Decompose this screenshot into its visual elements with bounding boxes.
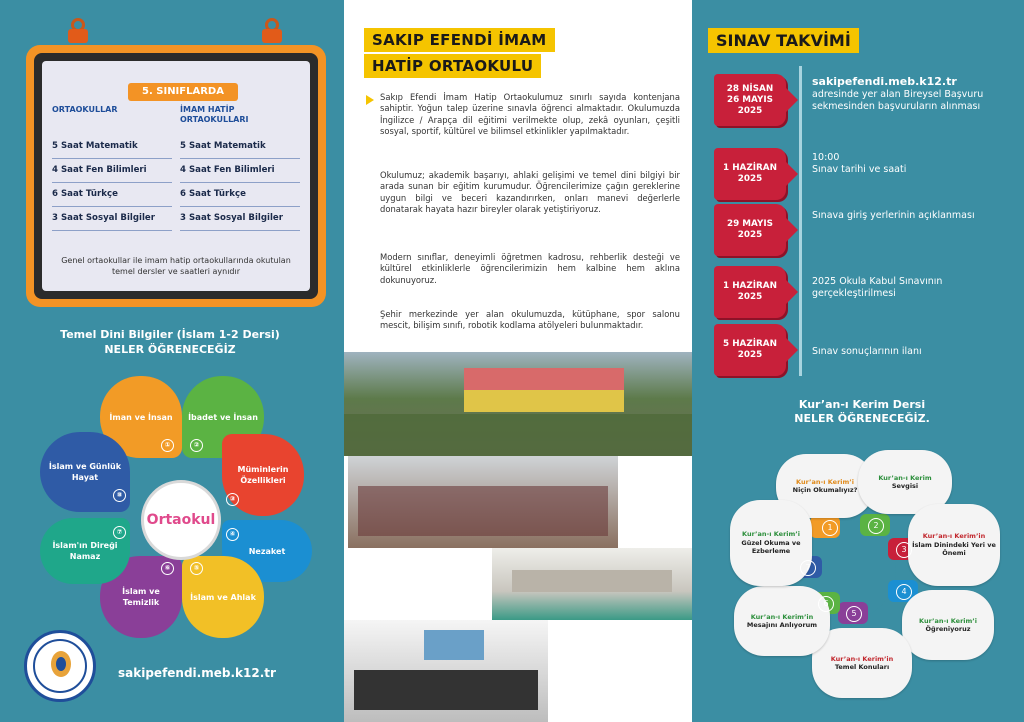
event-desc: adresinde yer alan Bireysel Başvuru sekmesinden başvuruların alınması <box>812 89 984 112</box>
date-line: 1 HAZİRAN <box>723 163 777 173</box>
petal-number: 6 <box>818 596 834 612</box>
date-ribbon <box>714 324 786 376</box>
petal-number: ② <box>190 439 203 452</box>
date-line: 2025 <box>737 230 763 240</box>
petal-number: ③ <box>226 493 239 506</box>
hall-photo <box>492 548 692 620</box>
petal-number: ⑦ <box>113 526 126 539</box>
event-desc: 10:00 Sınav tarihi ve saati <box>812 152 907 175</box>
school-title-line1: SAKIP EFENDİ İMAM <box>364 28 555 52</box>
date-line: 2025 <box>737 174 763 184</box>
subject-row: 3 Saat Sosyal Bilgiler <box>180 207 300 231</box>
petal-label: İman ve İnsan <box>109 412 173 422</box>
petal-prefix: Kur’an-ı Kerim’i <box>742 530 800 539</box>
event-desc: 2025 Okula Kabul Sınavının gerçekleştirilmesi <box>812 276 943 299</box>
right-panel <box>692 0 1024 722</box>
subject-row: 3 Saat Sosyal Bilgiler <box>52 207 172 231</box>
arrow-bullet-icon <box>366 95 374 105</box>
petal-text: Öğreniyoruz <box>925 625 971 633</box>
petal-number: 5 <box>846 606 862 622</box>
column-header: İMAM HATİP ORTAOKULLARI <box>180 105 249 124</box>
exam-calendar-title: SINAV TAKVİMİ <box>708 28 859 53</box>
date-line: 28 NİSAN <box>726 83 774 94</box>
date-ribbon <box>714 266 786 318</box>
date-ribbon <box>714 74 786 126</box>
kuran-title-line2: NELER ÖĞRENECEĞİZ. <box>794 412 930 425</box>
kuran-section-title <box>732 398 992 426</box>
school-aerial-photo <box>344 352 692 456</box>
board-note: Genel ortaokullar ile imam hatip ortaokullarında okutulan temel dersler ve saatleri aynıdır <box>61 256 291 276</box>
event-title[interactable]: sakipefendi.meb.k12.tr <box>812 75 957 88</box>
subject-row: 4 Saat Fen Bilimleri <box>52 159 172 183</box>
petal-namaz <box>40 518 130 584</box>
left-panel <box>0 0 344 722</box>
petal-label: İslam ve Günlük Hayat <box>48 462 122 482</box>
board-hook-right <box>262 18 282 48</box>
subject-row: 5 Saat Matematik <box>52 135 172 159</box>
petal-text: İslam Dinindeki Yeri ve Önemi <box>912 540 996 558</box>
middle-panel <box>344 0 692 722</box>
petal-gunluk-hayat <box>40 432 130 512</box>
petal-number: 4 <box>896 584 912 600</box>
petal-prefix: Kur’an-ı Kerim’in <box>830 654 894 663</box>
computer-lab-photo <box>344 620 548 722</box>
column-header: ORTAOKULLAR <box>52 105 118 114</box>
date-line: 2025 <box>737 105 763 116</box>
subject-row: 6 Saat Türkçe <box>180 183 300 207</box>
petal-prefix: Kur’an-ı Kerim’i <box>919 616 977 625</box>
subject-row: 6 Saat Türkçe <box>52 183 172 207</box>
petal-text: Niçin Okumalıyız? <box>792 486 858 494</box>
petal-number: 1 <box>822 520 838 536</box>
date-line: 2025 <box>737 292 763 302</box>
board-hook-left <box>68 18 88 48</box>
petal-label: İbadet ve İnsan <box>188 412 258 422</box>
kuran-petal <box>730 500 812 586</box>
flower-center: Ortaokul <box>141 480 221 560</box>
event-text <box>812 76 1012 113</box>
petal-ahlak <box>182 556 264 638</box>
date-ribbon <box>714 204 786 256</box>
date-line: 29 MAYIS <box>726 219 773 229</box>
petal-text: Mesajını Anlıyorum <box>746 621 818 629</box>
kuran-petal <box>902 590 994 660</box>
petal-mumin <box>222 434 304 516</box>
date-line: 2025 <box>737 350 763 360</box>
date-line: 1 HAZİRAN <box>723 281 777 291</box>
petal-label: Müminlerin Özellikleri <box>237 465 289 485</box>
petal-label: İslam'ın Direği Namaz <box>52 541 118 561</box>
petal-number: ⑧ <box>113 489 126 502</box>
petal-number: ⑥ <box>161 562 174 575</box>
petal-label: İslam ve Temizlik <box>122 587 160 607</box>
section-title-line1: Temel Dini Bilgiler (İslam 1-2 Dersi) <box>60 328 280 341</box>
school-logo <box>24 630 96 702</box>
kuran-petal <box>908 504 1000 586</box>
classroom-photo <box>348 456 618 548</box>
kuran-petal <box>734 586 830 656</box>
petal-number: ⑤ <box>190 562 203 575</box>
petal-number: ① <box>161 439 174 452</box>
imam-hatip-column <box>180 105 300 231</box>
subject-row: 5 Saat Matematik <box>180 135 300 159</box>
date-line: 5 HAZİRAN <box>723 339 777 349</box>
petal-prefix: Kur’an-ı Kerim’in <box>750 612 814 621</box>
grade-badge: 5. SINIFLARDA <box>128 83 238 101</box>
petal-text: Sevgisi <box>891 482 919 490</box>
event-desc: Sınav sonuçlarının ilanı <box>812 346 922 357</box>
petal-prefix: Kur’an-ı Kerim’i <box>796 477 854 486</box>
petal-text: Güzel Okuma ve Ezberleme <box>741 538 801 556</box>
paragraph: Modern sınıflar, deneyimli öğretmen kadrosu, rehberlik desteği ve kültürel etkinliklerle öğrencilerimizin hem kalbine hem aklına dokunuyoruz. <box>380 252 680 285</box>
petal-number: 3 <box>896 542 912 558</box>
petal-prefix: Kur’an-ı Kerim <box>878 473 932 482</box>
school-title-line2: HATİP ORTAOKULU <box>364 54 541 78</box>
petal-number: ④ <box>226 528 239 541</box>
date-line: 26 MAYIS <box>726 94 773 105</box>
islam-section-title <box>20 327 320 357</box>
paragraph: Okulumuz; akademik başarıyı, ahlaki gelişimi ve temel dini bilgiyi bir arada sunan bir eğitim kurumudur. Öğrencilerimize çağın gereklerine uygun bilgi ve beceri kazandırırken, onları manevi değerlerle donatarak hayata hazır bireyler olarak yetiştiriyoruz. <box>380 170 680 215</box>
chalkboard <box>26 45 326 307</box>
ortaokul-column <box>52 105 172 231</box>
subject-row: 4 Saat Fen Bilimleri <box>180 159 300 183</box>
paragraph: Sakıp Efendi İmam Hatip Ortaokulumuz sınırlı sayıda kontenjana sahiptir. Yoğun talep üzerine sınavla öğrenci almaktadır. Okulumuzda İngilizce / Arapça dil eğitimi verilmekte olup, zekâ oyunları, çeşitli sosyal, sportif, kültürel ve bilimsel etkinlikler yapılmaktadır. <box>380 92 680 137</box>
event-desc: Sınava giriş yerlerinin açıklanması <box>812 210 975 221</box>
petal-number: 7 <box>800 560 816 576</box>
website-url[interactable]: sakipefendi.meb.k12.tr <box>118 666 276 680</box>
petal-label: Nezaket <box>248 546 286 556</box>
section-title-line2: NELER ÖĞRENECEĞİZ <box>104 343 236 356</box>
kuran-title-line1: Kur’an-ı Kerim Dersi <box>798 398 926 411</box>
date-ribbon <box>714 148 786 200</box>
paragraph: Şehir merkezinde yer alan okulumuzda, kütüphane, spor salonu mescit, bilişim sınıfı, robotik kodlama atölyeleri bulunmaktadır. <box>380 309 680 331</box>
petal-label: İslam ve Ahlak <box>190 592 256 602</box>
petal-text: Temel Konuları <box>834 663 890 671</box>
petal-prefix: Kur’an-ı Kerim’in <box>922 532 986 541</box>
petal-number: 2 <box>868 518 884 534</box>
timeline-line <box>799 66 802 376</box>
